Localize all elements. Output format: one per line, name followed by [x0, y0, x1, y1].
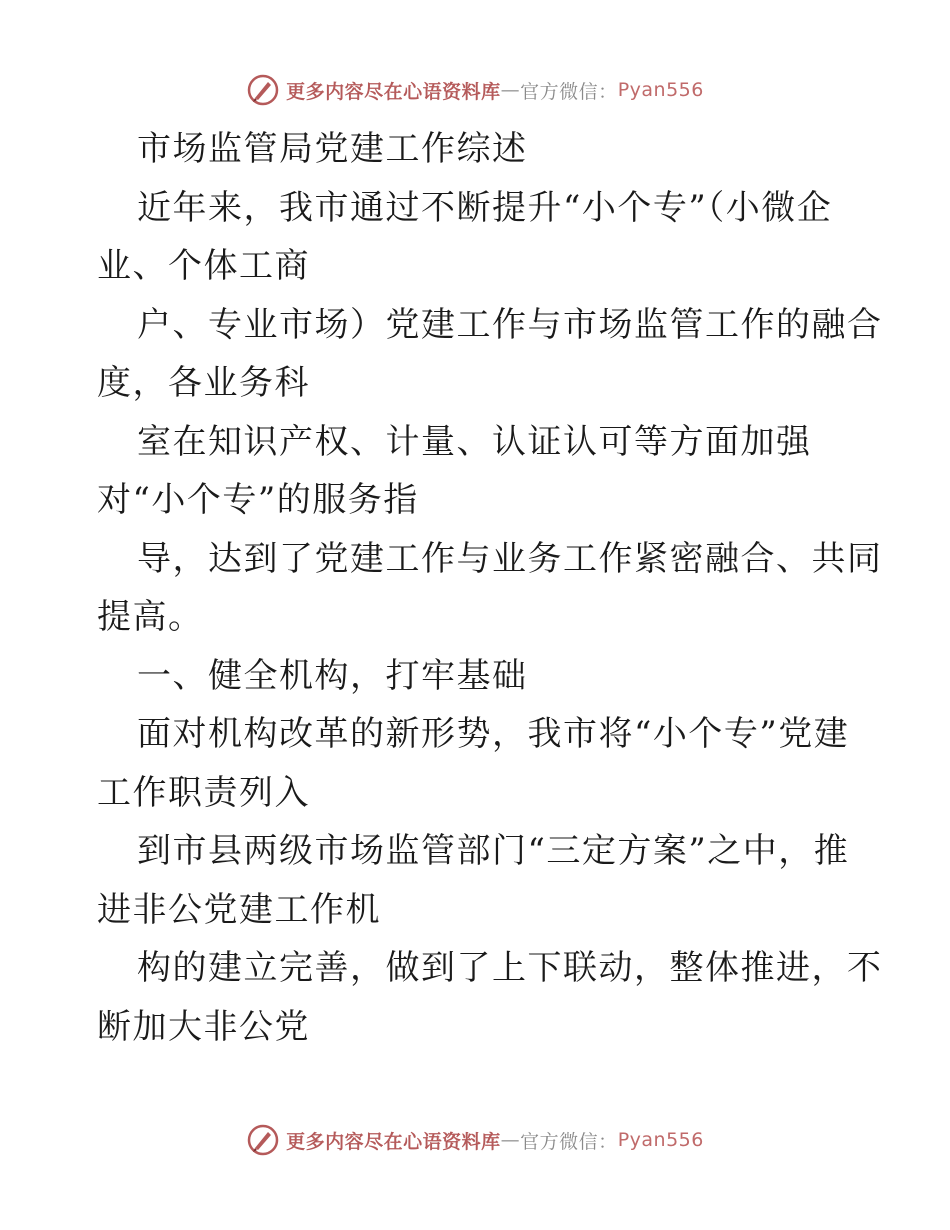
text-line: 室在知识产权、计量、认证认可等方面加强	[137, 421, 812, 462]
text-line: 提高。	[97, 597, 204, 637]
text-line: 度，各业务科	[97, 363, 310, 403]
text-line: 工作职责列入	[97, 772, 310, 813]
watermark-separator: —	[500, 1129, 521, 1151]
watermark-brand: 更多内容尽在心语资料库	[286, 1130, 501, 1153]
watermark-brand: 更多内容尽在心语资料库	[286, 80, 501, 103]
text-line: 对“小个专”的服务指	[97, 480, 419, 520]
quill-pen-logo-icon	[246, 73, 280, 107]
watermark-wechat-id: Pyan556	[617, 79, 704, 101]
text-line: 导，达到了党建工作与业务工作紧密融合、共同	[137, 538, 883, 579]
watermark-wechat-id: Pyan556	[617, 1129, 704, 1151]
footer-watermark	[0, 1120, 950, 1160]
text-line: 业、个体工商	[97, 246, 310, 286]
text-line: 断加大非公党	[97, 1006, 310, 1047]
text-line: 到市县两级市场监管部门“三定方案”之中，推	[137, 831, 850, 871]
watermark-wechat-label: 官方微信：	[520, 80, 618, 103]
header-watermark	[0, 70, 950, 110]
watermark-separator: —	[500, 79, 521, 101]
text-line: 面对机构改革的新形势，我市将“小个专”党建	[137, 714, 850, 754]
text-line: 构的建立完善，做到了上下联动，整体推进，不	[137, 948, 883, 988]
document-body	[97, 120, 887, 1056]
text-line: 一、健全机构，打牢基础	[137, 655, 528, 696]
text-line: 户、专业市场）党建工作与市场监管工作的融合	[137, 304, 883, 345]
document-title: 市场监管局党建工作综述	[137, 129, 528, 169]
watermark-wechat-label: 官方微信：	[520, 1130, 618, 1153]
quill-pen-logo-icon	[246, 1123, 280, 1157]
text-line: 进非公党建工作机	[97, 889, 381, 930]
text-line: 近年来，我市通过不断提升“小个专”（小微企	[137, 187, 833, 228]
